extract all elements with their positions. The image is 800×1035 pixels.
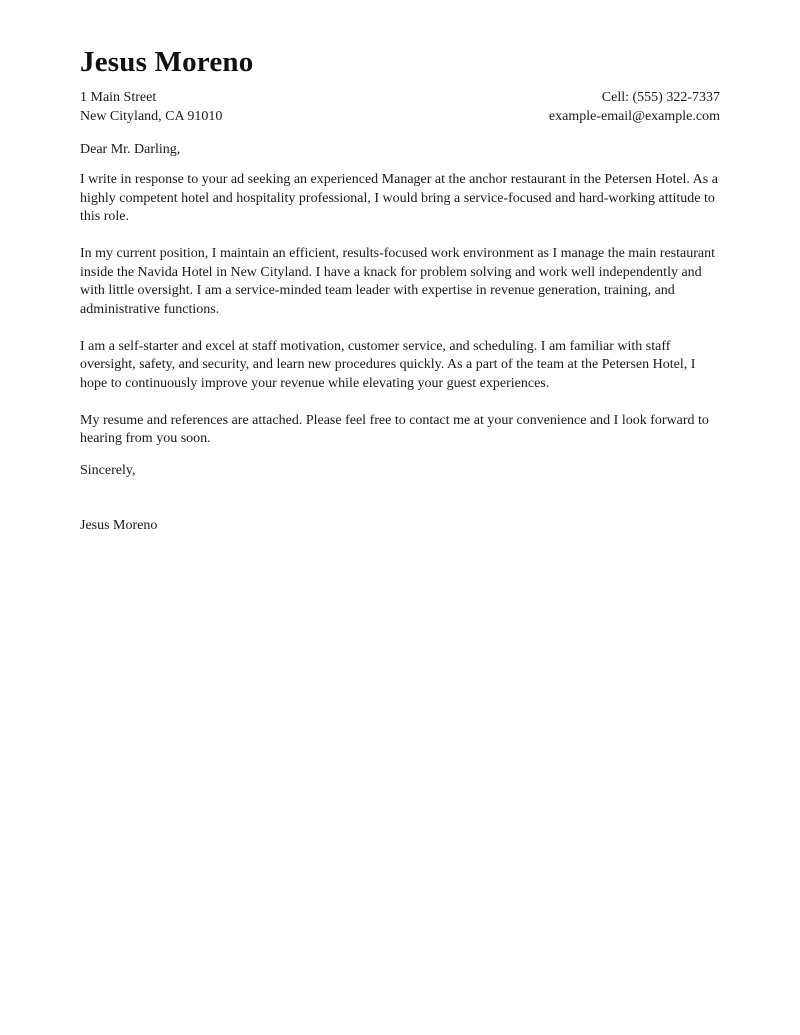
body-paragraph-3: I am a self-starter and excel at staff motivation, customer service, and scheduling. I am familiar with staff oversight, safety, and security, and learn new procedures quickly. As a part of the team at the Petersen Hotel, I hope to continuously improve your revenue while elevating your guest experiences. (80, 338, 696, 391)
sender-name: Jesus Moreno (80, 46, 254, 78)
signature-name: Jesus Moreno (80, 517, 158, 533)
closing: Sincerely, (80, 462, 136, 478)
salutation: Dear Mr. Darling, (80, 142, 181, 157)
header-info-row (80, 89, 720, 126)
body-paragraph-1: I write in response to your ad seeking an experienced Manager at the anchor restaurant in the Petersen Hotel. As a highly competent hotel and hospitality professional, I would bring a service-focused and hard-working attitude to this role. (80, 172, 718, 224)
address-line-city: New Cityland, CA 91010 (80, 108, 223, 124)
email-line: example-email@example.com (548, 108, 720, 124)
address-line-street: 1 Main Street (80, 90, 157, 105)
phone-line: Cell: (555) 322-7337 (601, 90, 720, 105)
body-paragraph-4: My resume and references are attached. Please feel free to contact me at your convenience and I look forward to hearing from you soon. (80, 412, 709, 446)
sender-contact-block (549, 89, 720, 126)
sender-address-block (80, 89, 222, 126)
body-paragraph-2: In my current position, I maintain an efficient, results-focused work environment as I manage the main restaurant inside the Navida Hotel in New Cityland. I have a knack for problem solving and work well independently and with little oversight. I am a service-minded team leader with expertise in revenue generation, training, and administrative functions. (80, 246, 715, 317)
